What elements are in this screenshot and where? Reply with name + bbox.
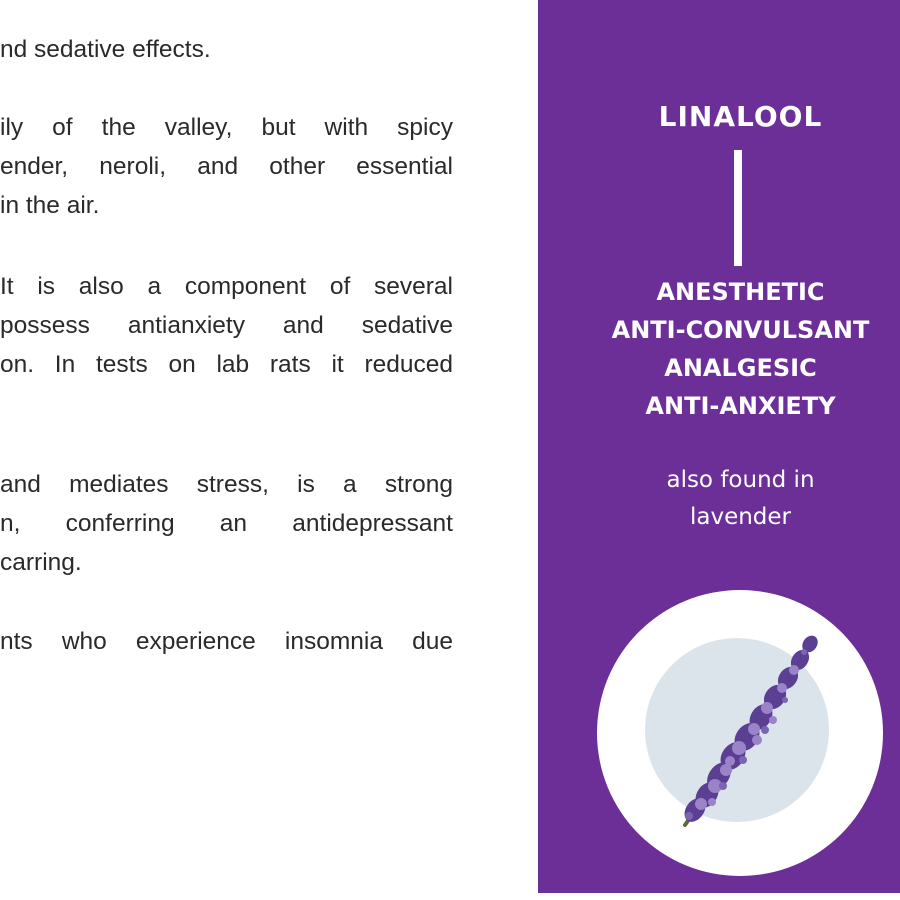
effect-item-anesthetic: ANESTHETIC — [656, 278, 825, 306]
body-line-4: ender, neroli, and other essential — [0, 153, 453, 180]
body-line-9: on. In tests on lab rats it reduced — [0, 351, 453, 378]
found-line-1: also found in — [666, 467, 815, 493]
body-line-16: nts who experience insomnia due — [0, 628, 453, 655]
found-line-2: lavender — [689, 504, 792, 530]
body-line-8: possess antianxiety and sedative — [0, 312, 453, 339]
effect-item-anti-anxiety: ANTI-ANXIETY — [645, 392, 836, 420]
effect-item-anti-convulsant: ANTI-CONVULSANT — [611, 316, 870, 344]
vertical-divider — [734, 150, 742, 266]
body-line-14: carring. — [0, 549, 82, 576]
body-line-13: n, conferring an antidepressant — [0, 510, 453, 537]
lavender-image-circle — [597, 590, 883, 876]
body-line-5: in the air. — [0, 192, 100, 219]
lavender-icon — [597, 590, 883, 876]
body-line-7: It is also a component of several — [0, 273, 453, 300]
effect-item-analgesic: ANALGESIC — [664, 354, 817, 382]
sidebar-title: LINALOOL — [658, 100, 823, 133]
body-line-1: nd sedative effects. — [0, 36, 211, 63]
also-found-in — [538, 462, 900, 536]
body-line-12: and mediates stress, is a strong — [0, 471, 453, 498]
effects-list — [538, 273, 900, 425]
body-line-3: ily of the valley, but with spicy — [0, 114, 453, 141]
